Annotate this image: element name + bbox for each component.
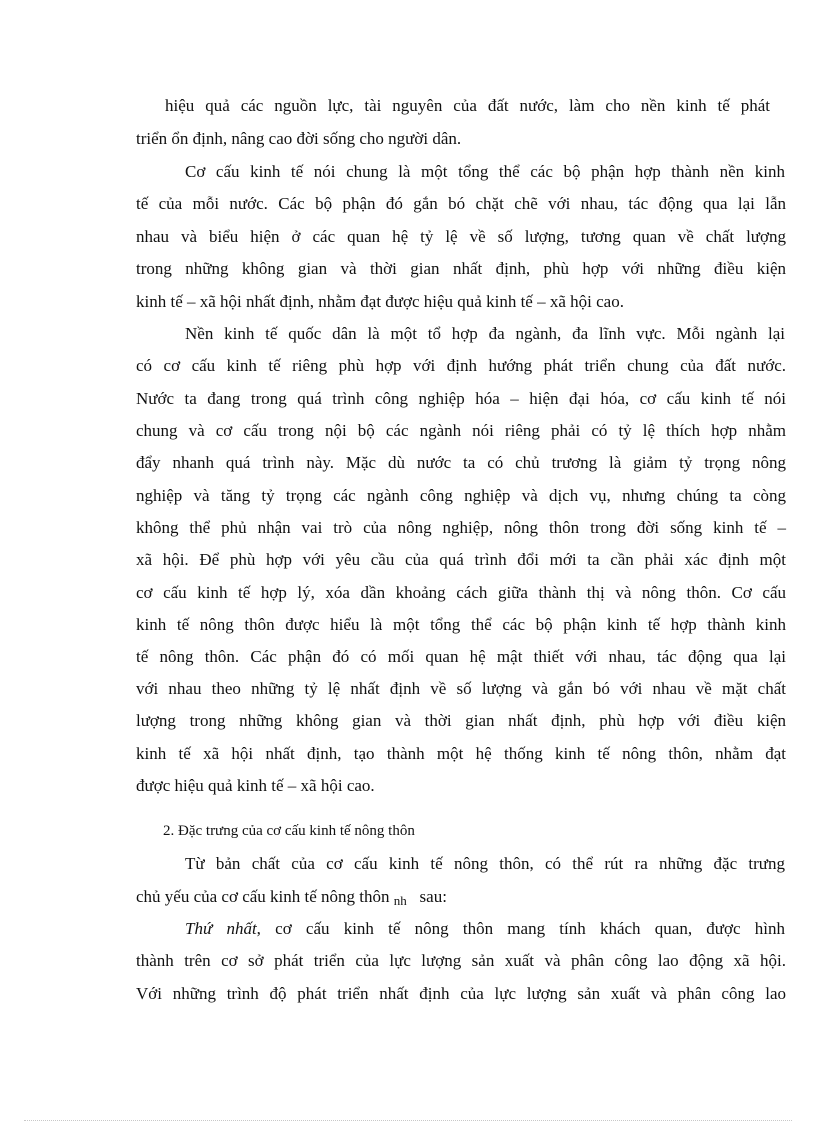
body-line: trong những không gian và thời gian nhất định, phù hợp với những điều kiện: [136, 259, 786, 278]
body-line: đẩy nhanh quá trình này. Mặc dù nước ta có chủ trương là giảm tỷ trọng nông: [136, 453, 786, 472]
line-text: , cơ cấu kinh tế nông thôn mang tính khách quan, được hình: [256, 919, 785, 938]
body-line: lượng trong những không gian và thời gian nhất định, phù hợp với điều kiện: [136, 711, 786, 730]
line-text: sau:: [419, 887, 447, 906]
body-line: nhau và biểu hiện ở các quan hệ tỷ lệ về số lượng, tương quan về chất lượng: [136, 227, 786, 246]
body-line: kinh tế nông thôn được hiểu là một tổng thể các bộ phận kinh tế hợp thành kinh: [136, 615, 786, 634]
body-line: [136, 886, 786, 909]
line-text: chủ yếu của cơ cấu kinh tế nông thôn: [136, 887, 390, 906]
body-line: [185, 918, 785, 940]
body-line: kinh tế xã hội nhất định, tạo thành một hệ thống kinh tế nông thôn, nhằm đạt: [136, 744, 786, 763]
body-line: không thể phủ nhận vai trò của nông nghiệp, nông thôn trong đời sống kinh tế –: [136, 518, 786, 537]
body-line: có cơ cấu kinh tế riêng phù hợp với định hướng phát triển chung của đất nước.: [136, 356, 786, 375]
body-line: Nước ta đang trong quá trình công nghiệp hóa – hiện đại hóa, cơ cấu kinh tế nói: [136, 389, 786, 408]
body-line: xã hội. Để phù hợp với yêu cầu của quá trình đổi mới ta cần phải xác định một: [136, 550, 786, 569]
section-heading: 2. Đặc trưng của cơ cấu kinh tế nông thôn: [163, 823, 415, 839]
body-line: kinh tế – xã hội nhất định, nhằm đạt được hiệu quả kinh tế – xã hội cao.: [136, 292, 624, 311]
subscript-fragment: nh: [393, 893, 407, 908]
italic-lead: Thứ nhất: [185, 919, 257, 938]
body-line: triển ổn định, nâng cao đời sống cho người dân.: [136, 129, 462, 148]
page-bottom-border: [24, 1120, 792, 1121]
body-line: được hiệu quả kinh tế – xã hội cao.: [136, 776, 375, 795]
body-line: với nhau theo những tỷ lệ nhất định về số lượng và gắn bó với nhau về mặt chất: [136, 679, 786, 698]
body-line: Cơ cấu kinh tế nói chung là một tổng thể các bộ phận hợp thành nền kinh: [185, 162, 785, 181]
body-line: chung và cơ cấu trong nội bộ các ngành nói riêng phải có tỷ lệ thích hợp nhằm: [136, 421, 786, 440]
body-line: thành trên cơ sở phát triển của lực lượng sản xuất và phân công lao động xã hội.: [136, 951, 786, 970]
body-line: Nền kinh tế quốc dân là một tổ hợp đa ngành, đa lĩnh vực. Mỗi ngành lại: [185, 324, 785, 343]
body-line: nghiệp và tăng tỷ trọng các ngành công nghiệp và dịch vụ, nhưng chúng ta còng: [136, 486, 786, 505]
body-line: hiệu quả các nguồn lực, tài nguyên của đất nước, làm cho nền kinh tế phát: [165, 96, 770, 115]
body-line: tế nông thôn. Các phận đó có mối quan hệ mật thiết với nhau, tác động qua lại: [136, 647, 786, 666]
body-line: tế của mỗi nước. Các bộ phận đó gắn bó chặt chẽ với nhau, tác động qua lại lẫn: [136, 194, 786, 213]
body-line: cơ cấu kinh tế hợp lý, xóa dần khoảng cách giữa thành thị và nông thôn. Cơ cấu: [136, 583, 786, 602]
body-line: Với những trình độ phát triển nhất định của lực lượng sản xuất và phân công lao: [136, 984, 786, 1003]
body-line: Từ bản chất của cơ cấu kinh tế nông thôn, có thể rút ra những đặc trưng: [185, 854, 785, 873]
